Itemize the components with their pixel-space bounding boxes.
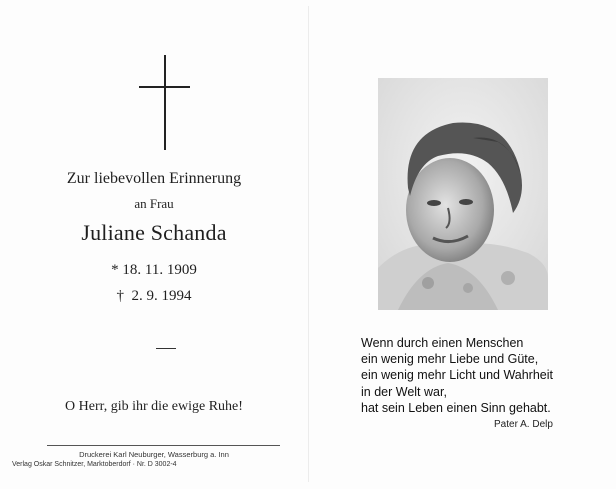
- prayer-text: O Herr, gib ihr die ewige Ruhe!: [65, 399, 243, 414]
- divider-dash: [156, 348, 176, 349]
- poem: [361, 335, 553, 416]
- poem-line: ein wenig mehr Liebe und Güte,: [361, 352, 539, 367]
- death-line: [0, 288, 308, 305]
- footer-rule: [47, 445, 280, 446]
- memorial-heading: Zur liebevollen Erinnerung: [66, 170, 242, 187]
- poem-line: in der Welt war,: [361, 384, 447, 399]
- portrait-image: [378, 78, 548, 310]
- cross-vertical-bar: [164, 55, 166, 150]
- poem-author: Pater A. Delp: [494, 419, 553, 430]
- poem-line: Wenn durch einen Menschen: [361, 336, 524, 350]
- death-date: 2. 9. 1994: [131, 288, 192, 304]
- birth-date: * 18. 11. 1909: [111, 262, 197, 278]
- publisher-credit: Verlag Oskar Schnitzer, Marktoberdorf · Nr. D 3002-4: [12, 461, 177, 468]
- portrait-photo: [378, 78, 548, 310]
- salutation: an Frau: [134, 196, 174, 211]
- dagger-icon: †: [116, 288, 124, 304]
- poem-line: ein wenig mehr Licht und Wahrheit: [361, 368, 553, 383]
- cross-horizontal-bar: [139, 86, 190, 88]
- printer-credit: Druckerei Karl Neuburger, Wasserburg a. Inn: [79, 450, 229, 459]
- deceased-name: Juliane Schanda: [81, 220, 227, 245]
- poem-line: hat sein Leben einen Sinn gehabt.: [361, 400, 551, 415]
